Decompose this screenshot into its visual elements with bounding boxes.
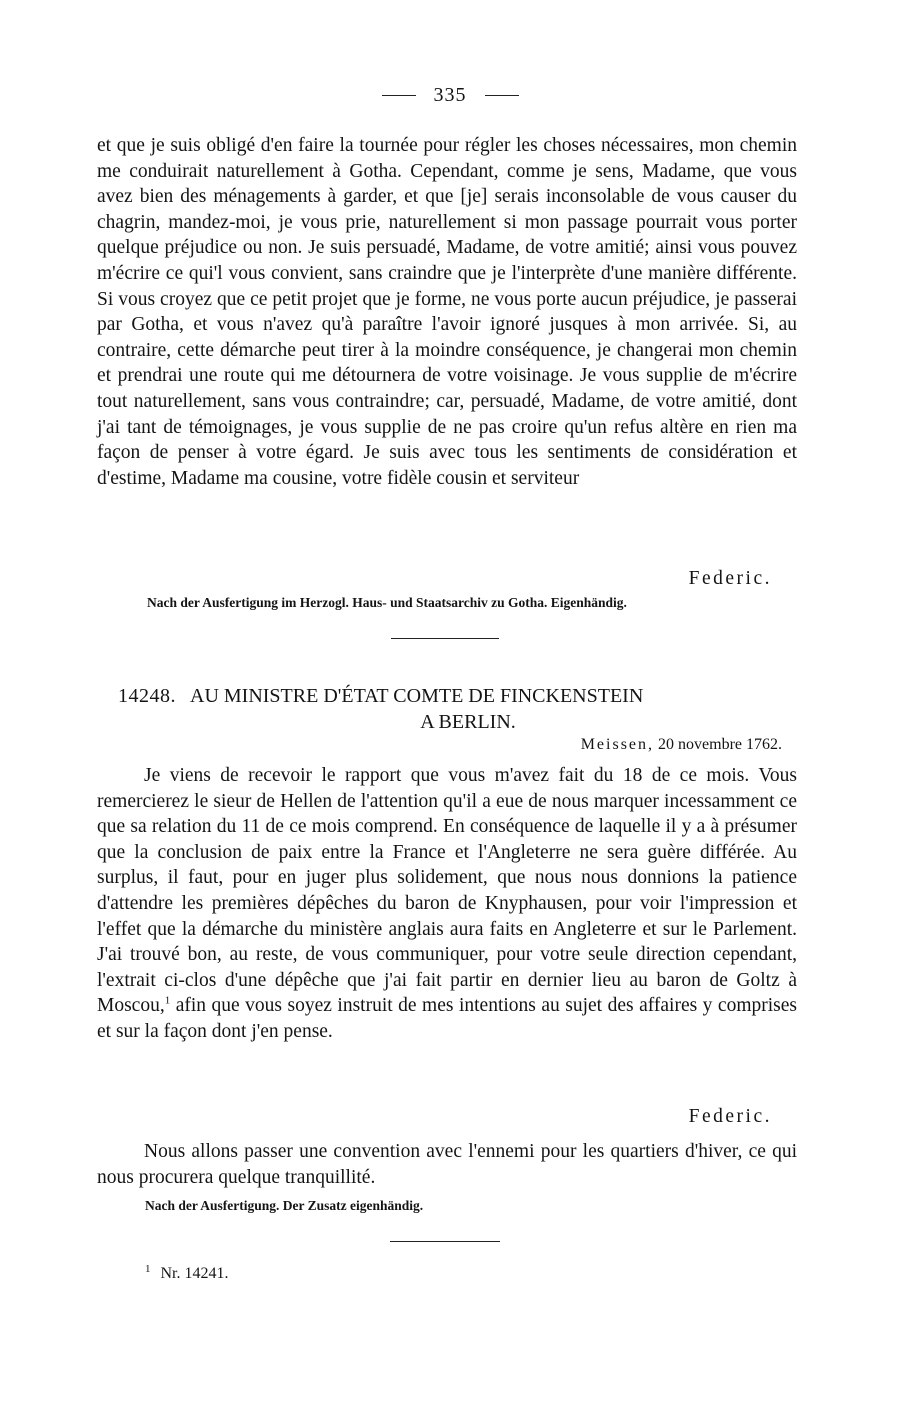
- letter2-heading: [118, 683, 818, 735]
- header-dash-right: [485, 95, 519, 96]
- footnote-marker: 1: [145, 1262, 151, 1275]
- header-dash-left: [382, 95, 416, 96]
- letter1-signature: Federic.: [688, 568, 772, 589]
- letter2-body: [97, 763, 797, 1045]
- footnote-text: Nr. 14241.: [160, 1265, 229, 1282]
- letter2-text-part2: afin que vous soyez instruit de mes intentions au sujet des affaires y comprises et sur la façon dont j'en pense.: [97, 995, 797, 1042]
- page-header: [0, 84, 900, 107]
- letter2-signature: Federic.: [688, 1106, 772, 1127]
- footnote: [145, 1262, 229, 1283]
- letter2-date: 20 novembre 1762.: [658, 736, 782, 753]
- letter2-place: Meissen,: [580, 736, 655, 753]
- letter2-text-part1: Je viens de recevoir le rapport que vous m'avez fait du 18 de ce mois. Vous remercierez le sieur de Hellen de l'attention qu'il a eue de nous marquer incessamment ce que sa relation du 11 de ce mois comprend. En conséquence de laquelle il y a à présumer que la conclusion de paix entre la France et l'Angleterre ne sera guère différée. Au surplus, il faut, pour en juger plus solidement, que nous nous donnions la patience d'attendre les premières dépêches du baron de Knyphausen, pour voir l'impression et l'effet que la démarche du ministère anglais aura faits en Angleterre et sur le Parlement. J'ai trouvé bon, au reste, de vous communiquer, pour votre seule direction cependant, l'extrait ci-clos d'une dépêche que j'ai fait partir en dernier lieu au baron de Goltz à Moscou,: [97, 765, 797, 1017]
- letter2-title-line1: AU MINISTRE D'ÉTAT COMTE DE FINCKENSTEIN: [190, 685, 644, 707]
- letter2-source-note: Nach der Ausfertigung. Der Zusatz eigenhändig.: [145, 1198, 424, 1213]
- letter2-dateline: [0, 736, 782, 754]
- footnote-divider: [390, 1241, 500, 1242]
- footnote-reference: 1: [164, 994, 171, 1007]
- letter1-body: et que je suis obligé d'en faire la tournée pour régler les choses nécessaires, mon chemin me conduirait naturellement à Gotha. Cependant, comme je sens, Madame, que vous avez bien des ménagements à garder, et que [je] serais inconsolable de vous causer du chagrin, mandez-moi, je vous prie, naturellement si mon passage pourrait vous porter quelque préjudice ou non. Je suis persuadé, Madame, de votre amitié; ainsi vous pouvez m'écrire ce qui'l vous convient, sans craindre que je l'interprète d'une manière différente. Si vous croyez que ce petit projet que je forme, ne vous porte aucun préjudice, je passerai par Gotha, et vous n'avez qu'à paraître l'avoir ignoré jusques à mon arrivée. Si, au contraire, cette démarche peut tirer à la moindre conséquence, je changerai mon chemin et prendrai une route qui me détournera de votre voisinage. Je vous supplie de m'écrire tout naturellement, sans vous contraindre; car, persuadé, Madame, de votre amitié, dont j'ai tant de témoignages, je vous supplie de ne pas croire qu'un refus altère en rien ma façon de penser à votre égard. Je suis avec tous les sentiments de considération et d'estime, Madame ma cousine, votre fidèle cousin et serviteur: [97, 135, 797, 489]
- letter2-title-line2: A BERLIN.: [420, 711, 516, 733]
- letter1-source-note: Nach der Ausfertigung im Herzogl. Haus- und Staatsarchiv zu Gotha. Eigenhändig.: [147, 595, 627, 610]
- letter2-number: 14248.: [118, 685, 176, 707]
- letter2-postscript: Nous allons passer une convention avec l'ennemi pour les quartiers d'hiver, ce qui nous procurera quelque tranquillité.: [97, 1141, 797, 1188]
- page-number: 335: [433, 84, 467, 106]
- section-divider: [391, 638, 499, 639]
